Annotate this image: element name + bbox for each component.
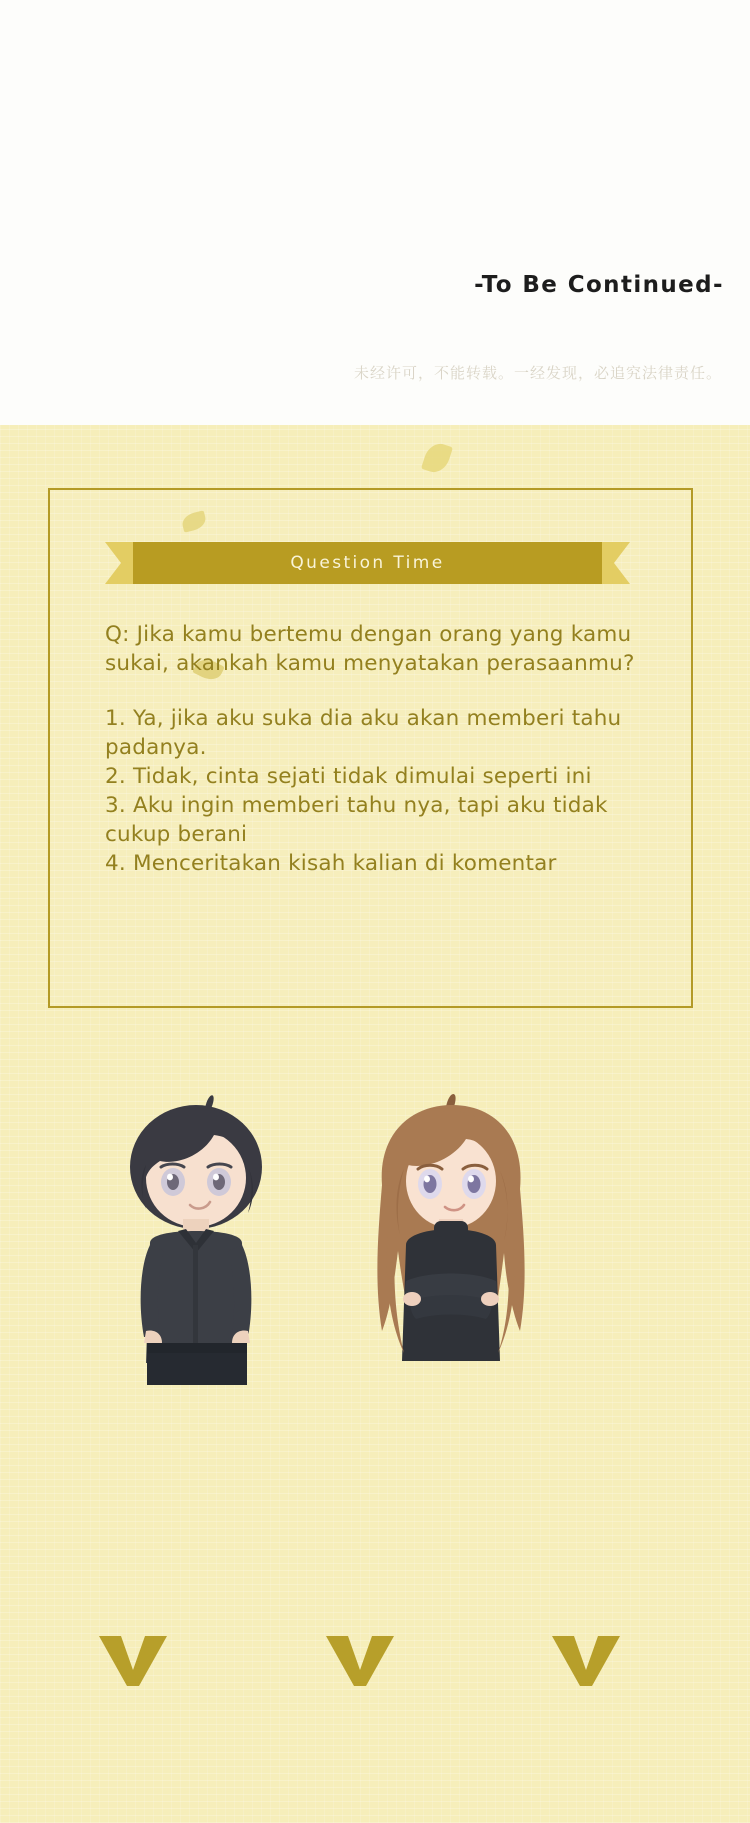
ribbon-center <box>133 542 602 584</box>
top-white-panel <box>0 0 750 425</box>
characters-illustration <box>0 1085 750 1385</box>
copyright-notice: 未经许可，不能转载。一经发现，必追究法律责任。 <box>353 364 722 382</box>
chevron-down-icon[interactable] <box>548 1630 624 1690</box>
answer-option: 1. Ya, jika aku suka dia aku akan memberi tahu padanya. <box>105 706 622 760</box>
question-time-card <box>48 488 693 1008</box>
answer-option: 2. Tidak, cinta sejati tidak dimulai seperti ini <box>105 764 592 789</box>
to-be-continued-text: -To Be Continued- <box>474 272 724 298</box>
answer-option: 3. Aku ingin memberi tahu nya, tapi aku tidak cukup berani <box>105 793 608 847</box>
chevron-down-icon[interactable] <box>322 1630 398 1690</box>
question-prompt: Q: Jika kamu bertemu dengan orang yang kamu sukai, akankah kamu menyatakan perasaanmu? <box>105 622 635 676</box>
scroll-down-chevrons[interactable] <box>0 1630 750 1720</box>
chevron-down-icon[interactable] <box>95 1630 171 1690</box>
answer-option: 4. Menceritakan kisah kalian di komentar <box>105 851 557 876</box>
girl-character <box>377 1094 524 1361</box>
petal-icon <box>421 440 453 476</box>
ribbon-label: Question Time <box>290 553 445 573</box>
question-time-ribbon <box>105 542 630 584</box>
answer-option-list <box>105 704 650 878</box>
cream-panel <box>0 425 750 1823</box>
boy-character <box>130 1095 262 1385</box>
question-text-block <box>105 620 650 878</box>
